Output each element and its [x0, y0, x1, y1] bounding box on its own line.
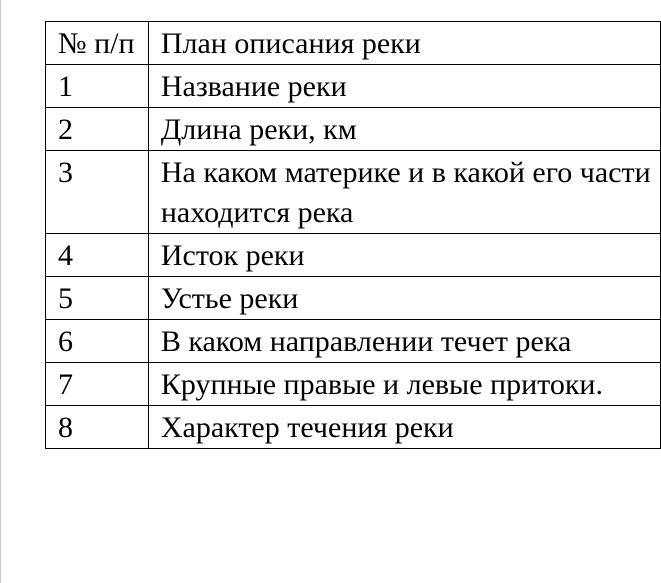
row-number-cell: 1 — [46, 65, 149, 108]
table-row — [46, 234, 661, 277]
row-text-cell: Исток реки — [148, 234, 660, 277]
row-number-cell: 2 — [46, 108, 149, 151]
row-text-cell: Крупные правые и левые притоки. — [148, 363, 660, 406]
header-number-cell: № п/п — [46, 22, 149, 65]
row-text-cell: Название реки — [148, 65, 660, 108]
table-row — [46, 406, 661, 449]
row-text-cell: В каком направлении течет река — [148, 320, 660, 363]
table-row — [46, 363, 661, 406]
row-number-cell: 7 — [46, 363, 149, 406]
row-text-cell: На каком материке и в какой его части находится река — [148, 151, 660, 234]
row-text-cell: Характер течения реки — [148, 406, 660, 449]
table-row — [46, 65, 661, 108]
row-number-cell: 6 — [46, 320, 149, 363]
row-text-cell: Устье реки — [148, 277, 660, 320]
table-row — [46, 277, 661, 320]
table-header-row — [46, 22, 661, 65]
row-number-cell: 4 — [46, 234, 149, 277]
row-number-cell: 3 — [46, 151, 149, 234]
row-number-cell: 8 — [46, 406, 149, 449]
row-text-cell: Длина реки, км — [148, 108, 660, 151]
table-row — [46, 151, 661, 234]
header-title-cell: План описания реки — [148, 22, 660, 65]
table-row — [46, 108, 661, 151]
table-row — [46, 320, 661, 363]
row-number-cell: 5 — [46, 277, 149, 320]
page-left-edge — [0, 0, 1, 583]
river-plan-table — [45, 21, 661, 449]
